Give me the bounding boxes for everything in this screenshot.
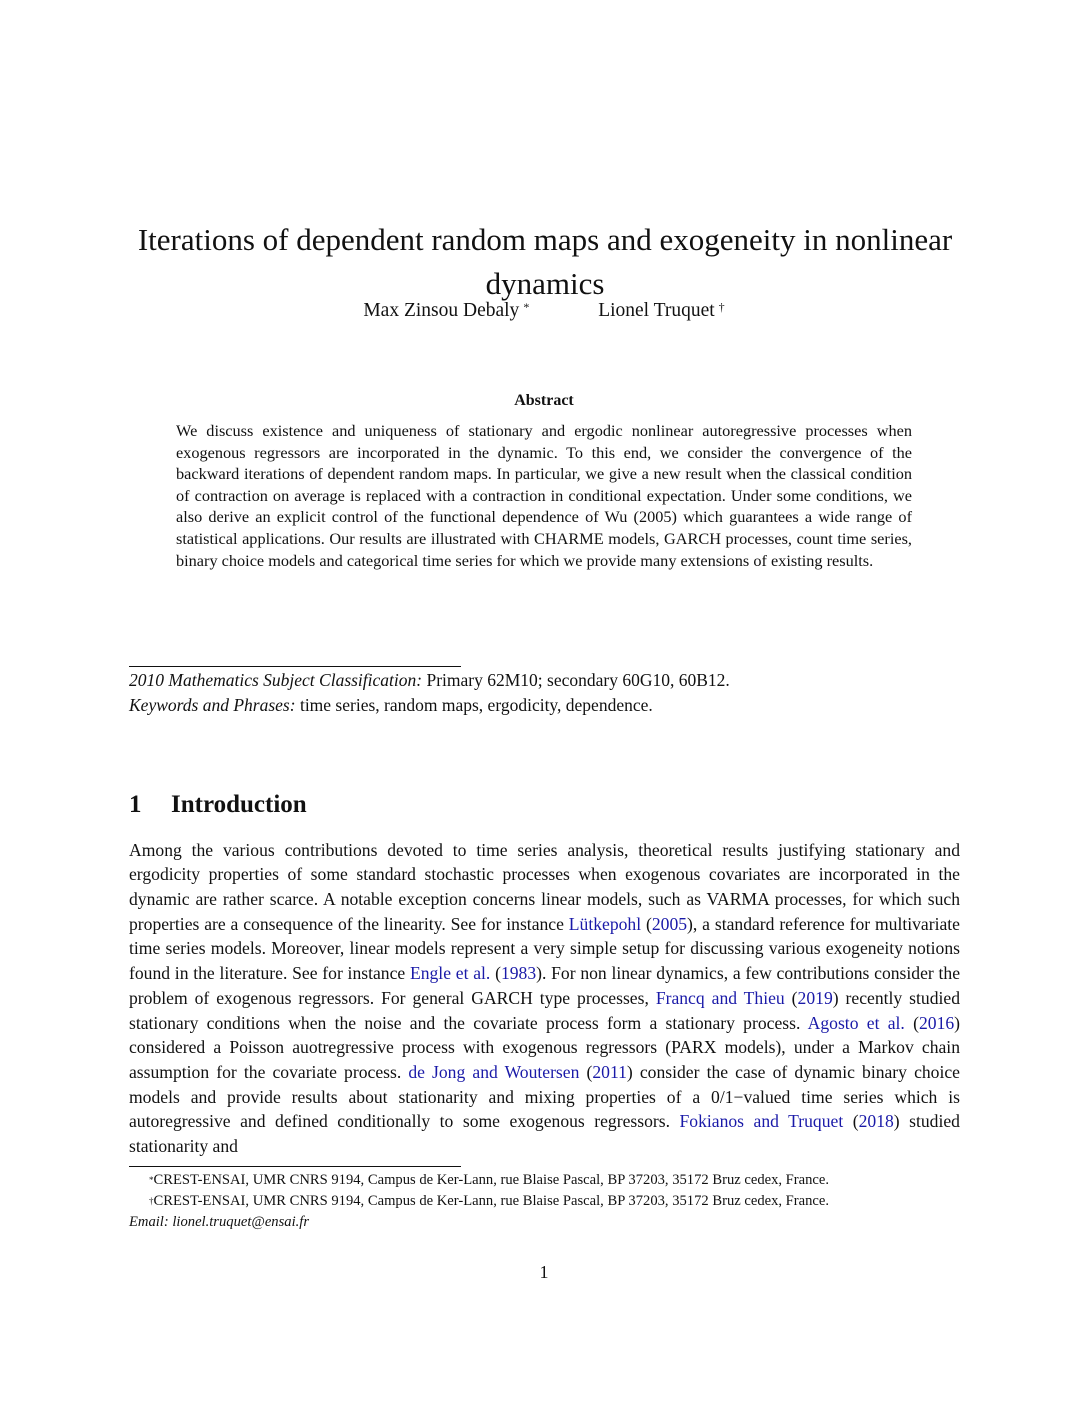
intro-paragraph: Among the various contributions devoted to time series analysis, theoretical results justifying stationary and ergodicity properties of some standard stochastic processes when exogenous covariates are incorporated in the dynamic are rather scarce. A notable exception concerns linear models, such as VARMA processes, for which such properties are a consequence of the linearity. See for instance Lütkepohl (2005), a standard reference for multivariate time series models. Moreover, linear models represent a very simple setup for discussing various exogeneity notions found in the literature. See for instance Engle et al. (1983). For non linear dynamics, a few contributions consider the problem of exogenous regressors. For general GARCH type processes, Francq and Thieu (2019) recently studied stationary conditions when the noise and the covariate process form a stationary process. Agosto et al. (2016) considered a Poisson auotregressive process with exogenous regressors (PARX models), under a Markov chain assumption for the covariate process. de Jong and Woutersen (2011) consider the case of dynamic binary choice models and provide results about stationarity and mixing properties of a 0/1−valued time series which is autoregressive and defined conditionally to some exogenous regressors. Fokianos and Truquet (2018) studied stationarity and <box>129 839 961 1157</box>
author <box>363 298 529 324</box>
text-run: consider the case of dynamic binary choice models and provide results about stationarity and mixing properties of a 0/1−valued time series which is autoregressive and defined conditionally to some exogenous regressors. <box>129 1061 960 1132</box>
text-run: considered a Poisson auotregressive process with exogenous regressors (PARX models), under a Markov chain assumption for the covariate process. <box>129 1037 960 1082</box>
footnotes <box>129 1170 960 1233</box>
citation-year-link[interactable]: 2011 <box>592 1061 627 1082</box>
citation-link[interactable]: Engle et al. <box>409 963 491 984</box>
section-title: Introduction <box>171 790 307 818</box>
citation-link[interactable]: Agosto et al. <box>807 1012 905 1033</box>
citation-link[interactable]: de Jong and Woutersen <box>408 1061 580 1082</box>
author-name: Lionel Truquet <box>598 300 715 321</box>
citation-year-link[interactable]: 2016 <box>918 1012 955 1033</box>
citation-link[interactable]: Francq and Thieu <box>655 987 785 1008</box>
citation-year-link[interactable]: 1983 <box>500 963 537 984</box>
author-list <box>0 298 1088 324</box>
footnote-mark: † <box>149 1196 154 1206</box>
classification-block <box>129 668 979 718</box>
text-run: . For non linear dynamics, a few contributions consider the problem of exogenous regressors. For general GARCH type processes, <box>129 963 961 1008</box>
citation-year-link[interactable]: 2018 <box>858 1111 894 1132</box>
footnote-text: CREST-ENSAI, UMR CNRS 9194, Campus de Ker-Lann, rue Blaise Pascal, BP 37203, 35172 Bruz cedex, France. <box>153 1193 830 1209</box>
footnote <box>129 1191 960 1212</box>
keywords-label: Keywords and Phrases: <box>129 695 296 715</box>
page-number: 1 <box>539 1262 549 1282</box>
abstract-heading: Abstract <box>514 392 574 409</box>
email-line[interactable]: Email: lionel.truquet@ensai.fr <box>129 1214 310 1230</box>
footnote-text: CREST-ENSAI, UMR CNRS 9194, Campus de Ker-Lann, rue Blaise Pascal, BP 37203, 35172 Bruz cedex, France. <box>153 1172 830 1188</box>
text-run: , a standard reference for multivariate time series models. Moreover, linear models represent a very simple setup for discussing various exogeneity notions found in the literature. See for instance <box>129 913 960 984</box>
citation-year-link[interactable]: 2019 <box>797 987 833 1008</box>
citation-link[interactable]: Lütkepohl <box>568 913 642 934</box>
section-number: 1 <box>129 790 142 818</box>
author <box>598 298 724 324</box>
author-footnote-mark[interactable]: * <box>523 300 530 314</box>
msc-line <box>129 668 979 693</box>
citation-link[interactable]: Fokianos and Truquet <box>679 1111 844 1132</box>
citation-year-link[interactable]: 2005 <box>651 913 688 934</box>
footnote-mark: * <box>149 1175 154 1185</box>
text-run: recently studied stationary conditions when the noise and the covariate process form a stationary process. <box>129 987 960 1033</box>
author-footnote-mark[interactable]: † <box>718 300 725 314</box>
author-name: Max Zinsou Debaly <box>363 300 520 321</box>
text-run: studied stationarity and <box>129 1111 960 1157</box>
msc-label: 2010 Mathematics Subject Classification: <box>129 670 423 690</box>
msc-value: Primary 62M10; secondary 60G10, 60B12. <box>422 670 730 690</box>
text-run: Among the various contributions devoted to time series analysis, theoretical results justifying stationary and ergodicity properties of some standard stochastic processes when exogenous covariates are incorporated in the dynamic are rather scarce. A notable exception concerns linear models, such as VARMA processes, for which such properties are a consequence of the linearity. See for instance <box>129 839 960 934</box>
footnote <box>129 1170 960 1191</box>
keywords-value: time series, random maps, ergodicity, dependence. <box>295 695 653 715</box>
classification-rule <box>129 666 461 667</box>
section-heading <box>129 791 307 819</box>
footnote-rule <box>129 1166 461 1167</box>
keywords-line <box>129 693 979 718</box>
abstract-text: We discuss existence and uniqueness of stationary and ergodic nonlinear autoregressive processes when exogenous regressors are incorporated in the dynamic. To this end, we consider the convergence of the backward iterations of dependent random maps. In particular, we give a new result when the classical condition of contraction on average is replaced with a contraction in conditional expectation. Under some conditions, we also derive an explicit control of the functional dependence of Wu (2005) which guarantees a wide range of statistical applications. Our results are illustrated with CHARME models, GARCH processes, count time series, binary choice models and categorical time series for which we provide many extensions of existing results. <box>176 421 912 570</box>
paper-title: Iterations of dependent random maps and exogeneity in nonlinear dynamics <box>137 221 953 301</box>
